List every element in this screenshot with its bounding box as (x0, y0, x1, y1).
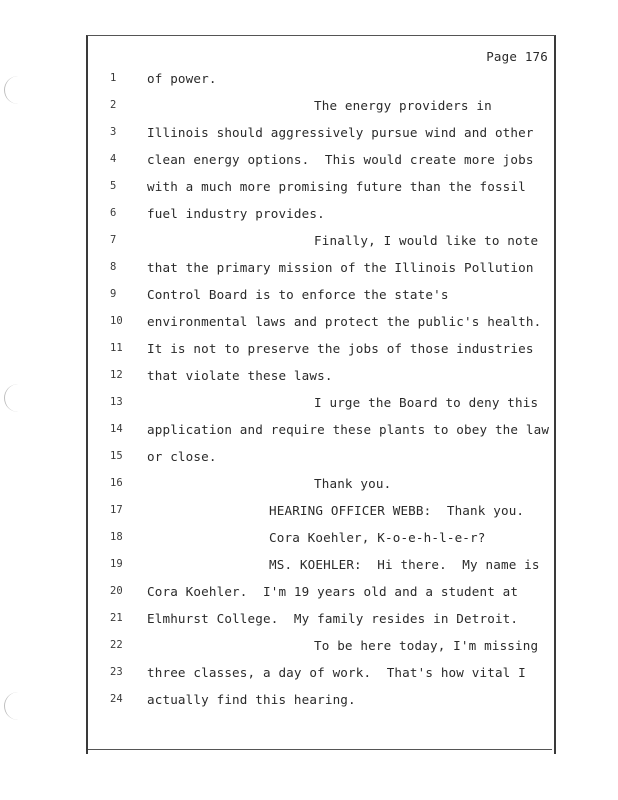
line-number: 7 (110, 234, 117, 246)
line-number: 3 (110, 126, 117, 138)
transcript-line: that violate these laws. (147, 368, 333, 383)
line-number: 21 (110, 612, 123, 624)
transcript-line: fuel industry provides. (147, 206, 325, 221)
transcript-line: Cora Koehler. I'm 19 years old and a student at (147, 584, 519, 599)
line-number: 6 (110, 207, 117, 219)
line-number: 14 (110, 423, 123, 435)
line-number: 12 (110, 369, 123, 381)
transcript-line: Control Board is to enforce the state's (147, 287, 449, 302)
line-number: 16 (110, 477, 123, 489)
transcript-line: actually find this hearing. (147, 692, 356, 707)
line-number: 5 (110, 180, 117, 192)
line-number: 4 (110, 153, 117, 165)
transcript-line: application and require these plants to obey the law (147, 422, 550, 437)
transcript-line: three classes, a day of work. That's how vital I (147, 665, 526, 680)
page-number: Page 176 (486, 49, 548, 64)
line-number: 9 (110, 288, 117, 300)
line-number: 22 (110, 639, 123, 651)
transcript-line: environmental laws and protect the public's health. (147, 314, 542, 329)
line-number: 15 (110, 450, 123, 462)
transcript-line: Illinois should aggressively pursue wind and other (147, 125, 534, 140)
transcript-line: Thank you. (314, 476, 392, 491)
line-number: 13 (110, 396, 123, 408)
binder-hole-top (4, 76, 19, 104)
binder-hole-bottom (4, 692, 19, 720)
transcript-line: HEARING OFFICER WEBB: Thank you. (269, 503, 525, 518)
transcript-line: with a much more promising future than the fossil (147, 179, 526, 194)
line-number: 20 (110, 585, 123, 597)
transcript-line: of power. (147, 71, 217, 86)
line-number: 24 (110, 693, 123, 705)
binder-hole-middle (4, 384, 19, 412)
transcript-line: or close. (147, 449, 217, 464)
transcript-line: I urge the Board to deny this (314, 395, 539, 410)
line-number: 2 (110, 99, 117, 111)
transcript-line: that the primary mission of the Illinois Pollution (147, 260, 534, 275)
line-number: 17 (110, 504, 123, 516)
line-number: 1 (110, 72, 117, 84)
transcript-line: The energy providers in (314, 98, 492, 113)
line-number: 18 (110, 531, 123, 543)
line-number: 8 (110, 261, 117, 273)
transcript-line: Finally, I would like to note (314, 233, 539, 248)
transcript-line: MS. KOEHLER: Hi there. My name is (269, 557, 540, 572)
line-number: 23 (110, 666, 123, 678)
bottom-rule (88, 749, 552, 750)
transcript-line: To be here today, I'm missing (314, 638, 539, 653)
transcript-line: clean energy options. This would create more jobs (147, 152, 534, 167)
transcript-line: Cora Koehler, K-o-e-h-l-e-r? (269, 530, 486, 545)
line-number: 11 (110, 342, 123, 354)
line-number: 19 (110, 558, 123, 570)
transcript-line: It is not to preserve the jobs of those industries (147, 341, 534, 356)
transcript-line: Elmhurst College. My family resides in Detroit. (147, 611, 519, 626)
line-number: 10 (110, 315, 123, 327)
